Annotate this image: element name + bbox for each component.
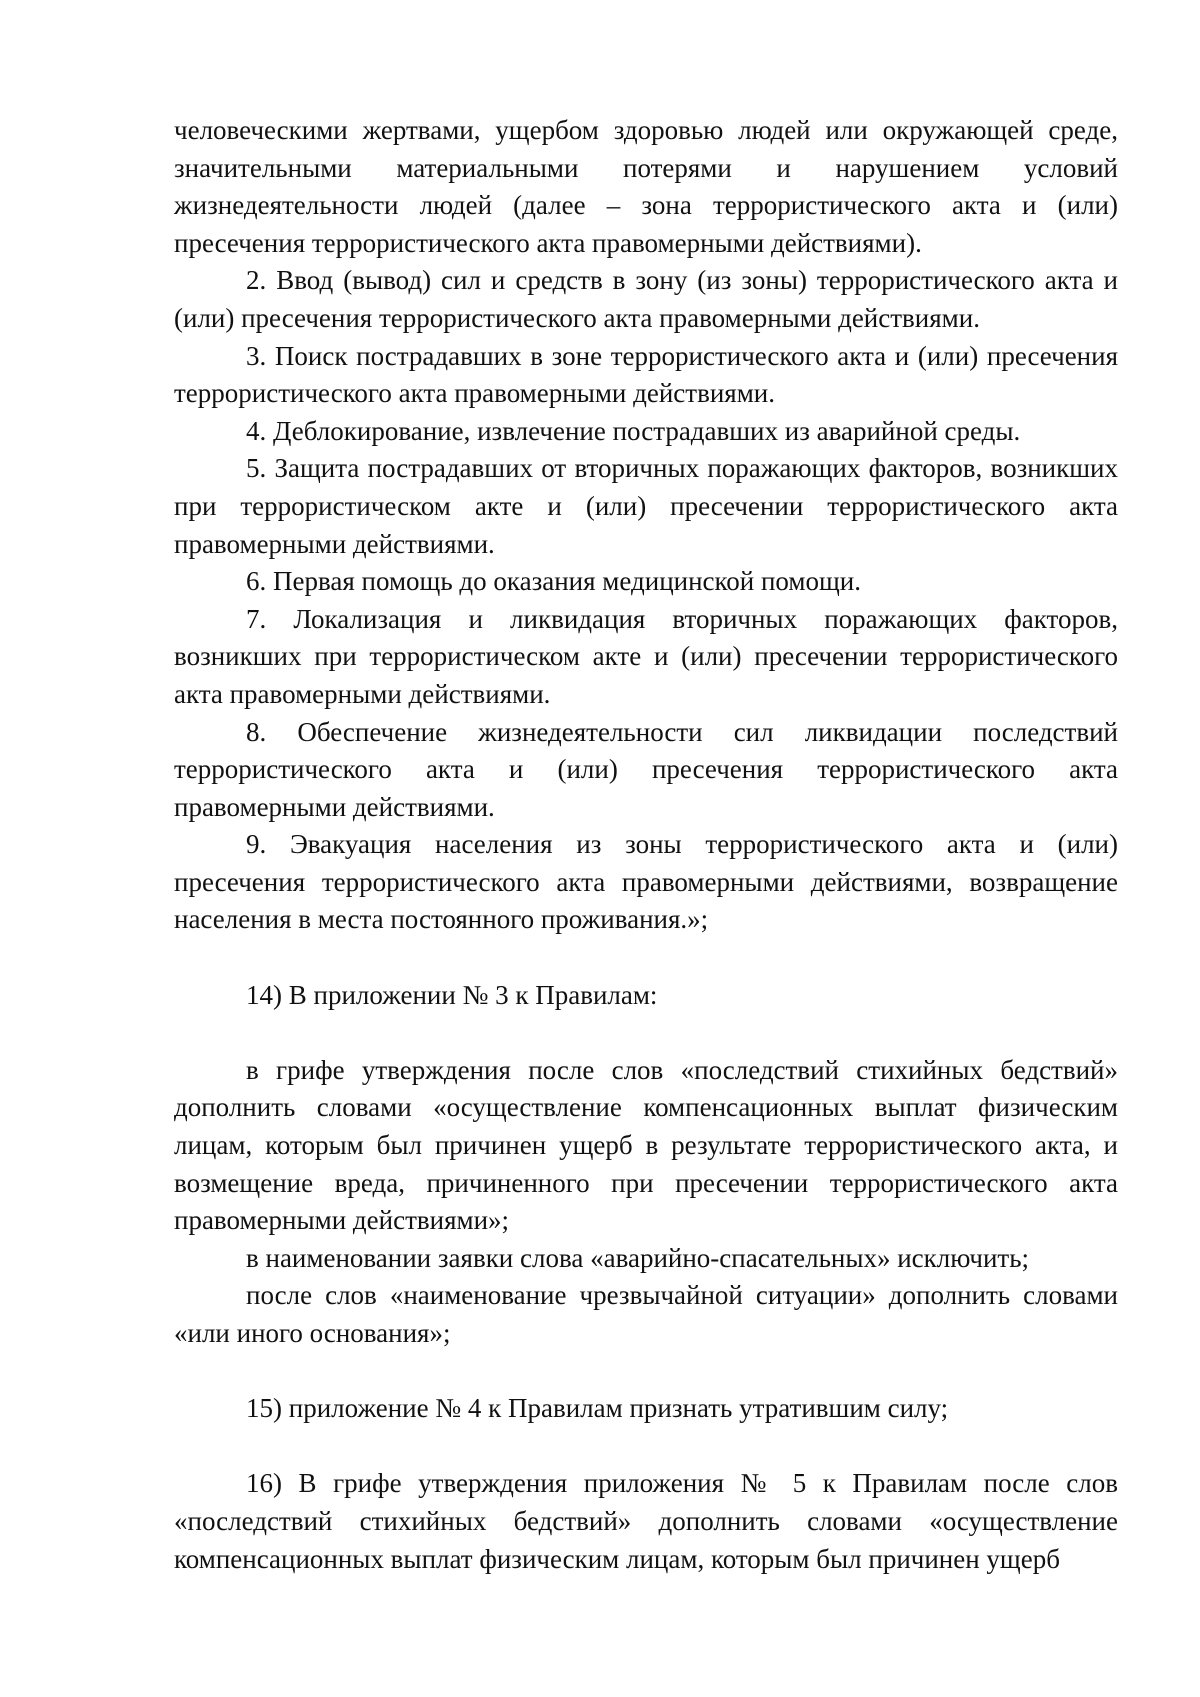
paragraph-section-15: 15) приложение № 4 к Правилам признать утратившим силу;: [246, 1393, 949, 1424]
paragraph-section-14: 14) В приложении № 3 к Правилам:: [246, 979, 658, 1010]
paragraph-item-9: 9. Эвакуация населения из зоны террористического акта и (или) пресечения террористического акта правомерными действиями, возвращение населения в места постоянного проживания.»;: [174, 829, 1118, 935]
paragraph-item-8: 8. Обеспечение жизнедеятельности сил ликвидации последствий террористического акта и (или) пресечения террористического акта правомерными действиями.: [174, 716, 1118, 822]
paragraph-section-16: 16) В грифе утверждения приложения № 5 к Правилам после слов «последствий стихийных бедствий» дополнить словами «осуществление компенсационных выплат физическим лицам, которым был причинен ущерб: [174, 1468, 1118, 1574]
paragraph-item-2: 2. Ввод (вывод) сил и средств в зону (из зоны) террористического акта и (или) пресечения террористического акта правомерными действиями.: [174, 265, 1118, 333]
paragraph-continuation: человеческими жертвами, ущербом здоровью людей или окружающей среде, значительными материальными потерями и нарушением условий жизнедеятельности людей (далее – зона террористического акта и (или) пресечения террористического акта правомерными действиями).: [174, 115, 1118, 258]
paragraph-item-7: 7. Локализация и ликвидация вторичных поражающих факторов, возникших при террористическом акте и (или) пресечении террористического акта правомерными действиями.: [174, 603, 1118, 709]
document-page: [174, 112, 1118, 1578]
paragraph-item-6: 6. Первая помощь до оказания медицинской помощи.: [246, 566, 861, 597]
paragraph-after-words: после слов «наименование чрезвычайной ситуации» дополнить словами «или иного основания»;: [174, 1280, 1118, 1348]
paragraph-item-5: 5. Защита пострадавших от вторичных поражающих факторов, возникших при террористическом акте и (или) пресечении террористического акта правомерными действиями.: [174, 453, 1118, 559]
paragraph-application-name: в наименовании заявки слова «аварийно-спасательных» исключить;: [246, 1242, 1030, 1273]
paragraph-item-4: 4. Деблокирование, извлечение пострадавших из аварийной среды.: [246, 415, 1021, 446]
paragraph-item-3: 3. Поиск пострадавших в зоне террористического акта и (или) пресечения террористического акта правомерными действиями.: [174, 340, 1118, 409]
paragraph-approval-stamp: в грифе утверждения после слов «последствий стихийных бедствий» дополнить словами «осуществление компенсационных выплат физическим лицам, которым был причинен ущерб в результате террористического акта, и возмещение вреда, причиненного при пресечении террористического акта правомерными действиями»;: [174, 1054, 1118, 1236]
